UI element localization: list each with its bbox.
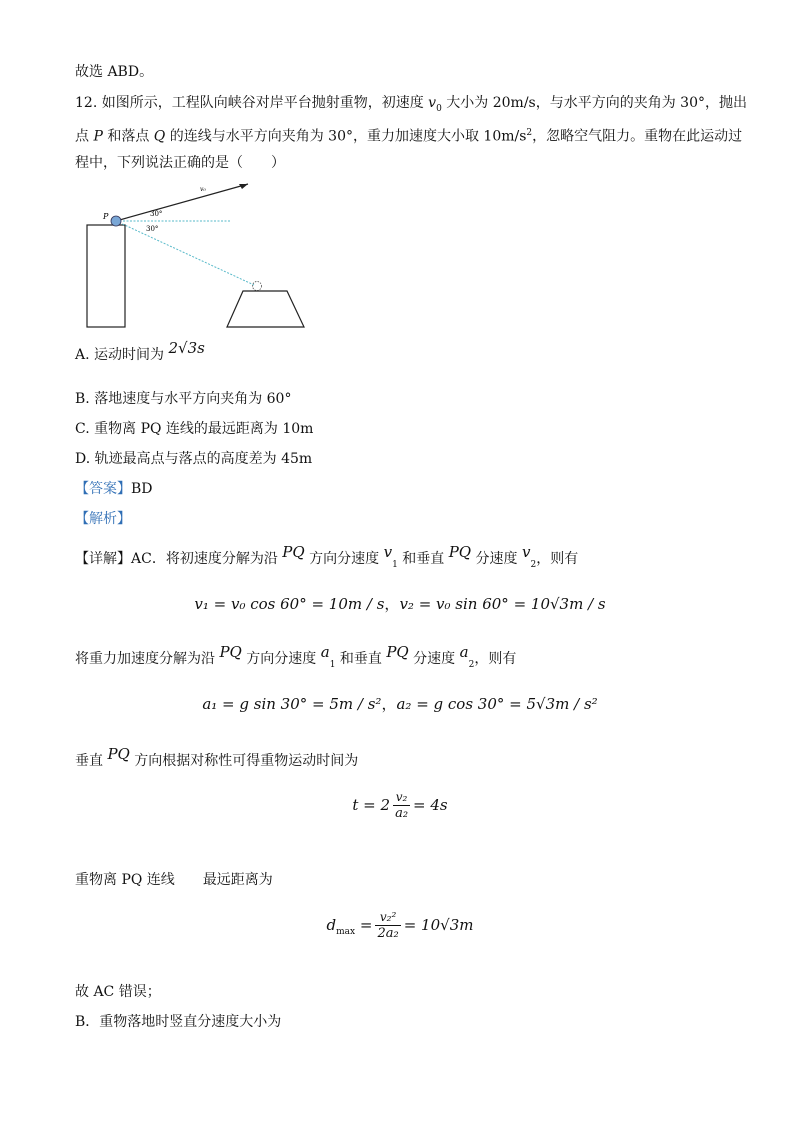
eq-separator: ，	[381, 695, 397, 713]
eq-separator: ，	[384, 595, 400, 613]
question-text: 程中，下列说法正确的是（ ）	[75, 155, 285, 171]
analysis-tag: 【解析】	[75, 511, 131, 527]
eq-t-rhs: = 4s	[413, 796, 448, 814]
ac-wrong-text: 故 AC 错误；	[75, 984, 161, 1000]
label-angle-bottom: 30°	[146, 225, 159, 233]
gravity-text: ，则有	[474, 651, 517, 667]
var-P: P	[93, 128, 103, 145]
answer-line	[75, 479, 153, 499]
option-a-value: 2√3s	[168, 339, 205, 357]
prev-answer-line	[75, 62, 153, 82]
platform	[227, 291, 304, 327]
var-v0-sub: 0	[436, 103, 442, 114]
equation-time	[0, 790, 800, 822]
perp-text: 垂直	[75, 753, 108, 769]
eq-d-rhs: = 10√3m	[403, 916, 474, 934]
var-v2-sub: 2	[530, 559, 537, 570]
gravity-text: 将重力加速度分解为沿	[75, 651, 220, 667]
pq-line	[116, 221, 254, 285]
detail-text: ，则有	[536, 551, 579, 567]
option-a	[75, 339, 205, 365]
eq-d-sub: max	[336, 927, 356, 937]
question-text: 大小为 20m/s，与水平方向的夹角为 30°，抛出	[441, 95, 747, 111]
analysis-line	[75, 509, 131, 529]
label-v0: v₀	[200, 186, 206, 193]
var-v1-sub: 1	[392, 559, 398, 570]
eq-d-equals: =	[359, 916, 373, 934]
question-text: 的连线与水平方向夹角为 30°，重力加速度大小取 10m/s	[165, 128, 527, 145]
detail-line	[75, 543, 579, 575]
perp-line	[75, 745, 359, 771]
eq-d-numerator: v₂²	[375, 910, 400, 926]
label-angle-top: 30°	[150, 210, 163, 218]
eq-a1: a₁ = g sin 30° = 5m / s²	[202, 695, 382, 713]
var-Q: Q	[153, 128, 166, 145]
option-d	[75, 449, 312, 469]
equation-velocity	[0, 593, 800, 614]
ac-wrong-line	[75, 982, 161, 1002]
option-c-text: C. 重物离 PQ 连线的最远距离为 10m	[75, 421, 314, 437]
eq-d-denominator: 2a₂	[377, 926, 399, 941]
superscript: 2	[526, 128, 533, 138]
var-PQ: PQ	[282, 543, 305, 561]
detail-text: AC．将初速度分解为沿	[131, 551, 283, 567]
var-PQ: PQ	[448, 543, 472, 561]
question-line-1	[75, 93, 747, 119]
var-v2: v	[522, 543, 531, 561]
question-text: 点	[75, 128, 94, 145]
farthest-text: 最远距离为	[202, 872, 273, 888]
gravity-text: 和垂直	[335, 651, 387, 667]
ball	[111, 216, 121, 226]
detail-tag: 【详解】	[75, 551, 131, 567]
answer-value: BD	[131, 481, 153, 497]
question-text: 和落点	[102, 128, 154, 145]
option-a-text: A. 运动时间为	[75, 347, 169, 363]
gravity-text: 方向分速度	[241, 651, 321, 667]
question-text: ，忽略空气阻力。重物在此运动过	[532, 128, 743, 145]
projectile-figure	[80, 178, 320, 333]
farthest-text: 重物离 PQ 连线	[75, 872, 175, 888]
var-a2-sub: 2	[468, 659, 475, 670]
gravity-text: 分速度	[408, 651, 460, 667]
var-a1: a	[320, 643, 330, 661]
eq-t-fraction	[393, 790, 410, 822]
var-v0: v	[428, 95, 437, 111]
landing-ball	[253, 282, 262, 291]
option-c	[75, 419, 313, 439]
farthest-line	[75, 870, 273, 890]
var-v1: v	[383, 543, 393, 561]
prev-answer-text: 故选 ABD。	[75, 64, 154, 80]
eq-d-lhs: d	[326, 916, 337, 934]
var-a1-sub: 1	[329, 659, 336, 670]
option-b-text: B. 落地速度与水平方向夹角为 60°	[75, 391, 292, 407]
eq-t-lhs: t = 2	[352, 796, 391, 814]
eq-t-numerator: v₂	[393, 790, 410, 806]
detail-text: 分速度	[471, 551, 522, 567]
detail-text: 和垂直	[397, 551, 449, 567]
label-P: P	[103, 212, 109, 221]
eq-t-denominator: a₂	[395, 806, 409, 821]
option-b	[75, 389, 291, 409]
var-a2: a	[459, 643, 469, 661]
b-analysis-line	[75, 1012, 281, 1032]
eq-d-fraction	[375, 910, 400, 942]
gravity-line	[75, 643, 517, 675]
perp-text: 方向根据对称性可得重物运动时间为	[129, 753, 359, 769]
detail-text: 方向分速度	[304, 551, 384, 567]
question-line-2	[75, 123, 742, 147]
var-PQ: PQ	[386, 643, 409, 661]
question-text: 12. 如图所示，工程队向峡谷对岸平台抛射重物，初速度	[75, 95, 429, 111]
equation-acceleration	[0, 693, 800, 714]
question-line-3	[75, 153, 285, 173]
option-d-text: D. 轨迹最高点与落点的高度差为 45m	[75, 451, 313, 467]
eq-a2: a₂ = g cos 30° = 5√3m / s²	[396, 695, 598, 713]
var-PQ: PQ	[107, 745, 130, 763]
eq-v1: v₁ = v₀ cos 60° = 10m / s	[194, 595, 385, 613]
v0-arrow	[116, 184, 248, 221]
cliff-block	[87, 225, 125, 327]
eq-v2: v₂ = v₀ sin 60° = 10√3m / s	[399, 595, 606, 613]
var-PQ: PQ	[219, 643, 242, 661]
equation-dmax	[0, 910, 800, 942]
answer-tag: 【答案】	[75, 481, 131, 497]
b-analysis-text: B．重物落地时竖直分速度大小为	[75, 1014, 282, 1030]
